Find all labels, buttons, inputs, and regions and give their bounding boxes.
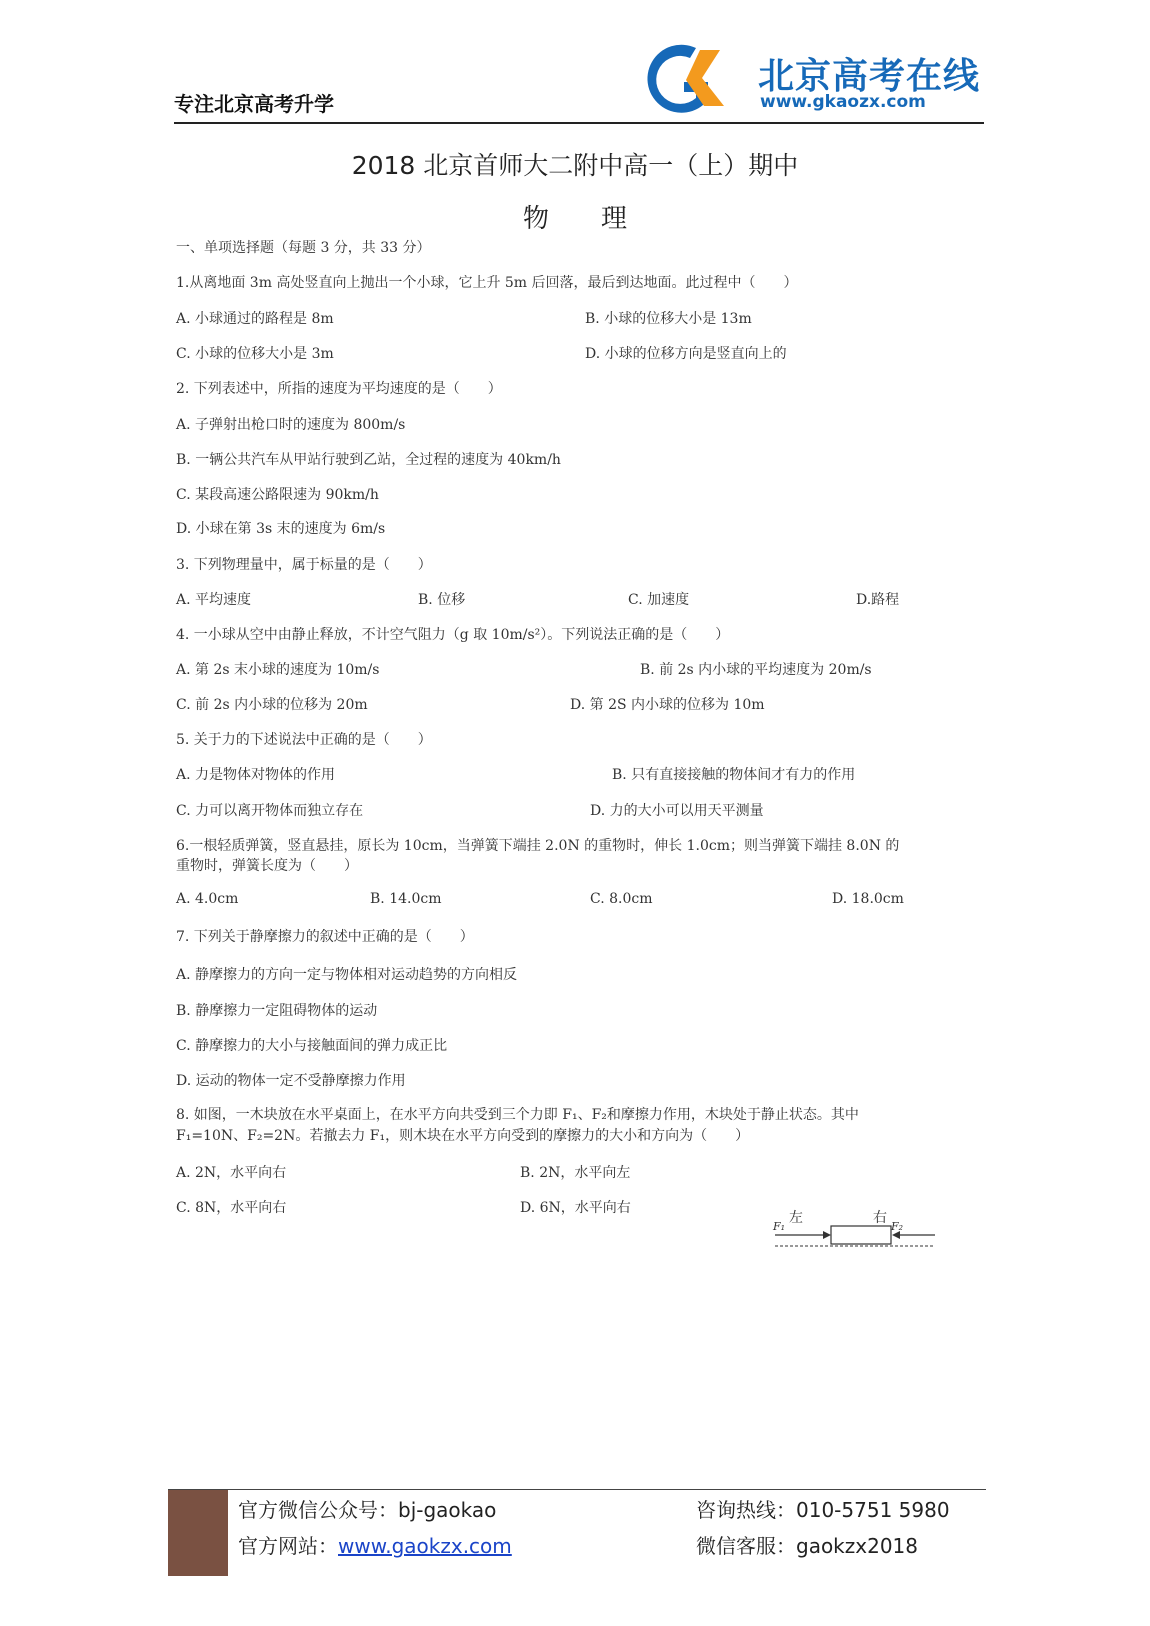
question-7-option-d: D. 运动的物体一定不受静摩擦力作用 <box>176 1073 406 1089</box>
question-2-option-c: C. 某段高速公路限速为 90km/h <box>176 487 379 503</box>
header-divider <box>174 122 984 124</box>
logo-url: www.gkaozx.com <box>760 92 926 112</box>
figure-f2-label: F₂ <box>891 1220 904 1233</box>
question-3-stem: 3. 下列物理量中，属于标量的是（ ） <box>176 557 432 573</box>
question-2-option-b: B. 一辆公共汽车从甲站行驶到乙站，全过程的速度为 40km/h <box>176 452 561 468</box>
question-8-option-a: A. 2N，水平向右 <box>176 1165 287 1181</box>
footer-hotline: 咨询热线：010-5751 5980 <box>696 1498 950 1522</box>
question-5-stem: 5. 关于力的下述说法中正确的是（ ） <box>176 732 432 748</box>
question-1-option-d: D. 小球的位移方向是竖直向上的 <box>585 346 787 362</box>
footer-divider <box>168 1489 986 1490</box>
question-4-option-a: A. 第 2s 末小球的速度为 10m/s <box>176 662 380 678</box>
exam-title: 2018 北京首师大二附中高一（上）期中 <box>351 151 799 180</box>
question-5-option-d: D. 力的大小可以用天平测量 <box>590 803 764 819</box>
question-5-option-a: A. 力是物体对物体的作用 <box>176 767 336 783</box>
question-1-option-b: B. 小球的位移大小是 13m <box>585 311 752 327</box>
question-1-stem: 1.从离地面 3m 高处竖直向上抛出一个小球，它上升 5m 后回落，最后到达地面。此过程中（ ） <box>176 275 798 291</box>
question-2-option-d: D. 小球在第 3s 末的速度为 6m/s <box>176 521 386 537</box>
question-2-option-a: A. 子弹射出枪口时的速度为 800m/s <box>176 417 406 433</box>
logo-title: 北京高考在线 <box>758 56 981 97</box>
question-7-option-c: C. 静摩擦力的大小与接触面间的弹力成正比 <box>176 1038 448 1054</box>
figure-f1-label: F₁ <box>773 1220 786 1233</box>
question-4-option-c: C. 前 2s 内小球的位移为 20m <box>176 697 368 713</box>
question-5-option-c: C. 力可以离开物体而独立存在 <box>176 803 364 819</box>
question-4-option-b: B. 前 2s 内小球的平均速度为 20m/s <box>640 662 872 678</box>
question-8-option-c: C. 8N，水平向右 <box>176 1200 287 1216</box>
question-3-option-a: A. 平均速度 <box>176 592 252 608</box>
question-8-stem-line-2: F₁=10N、F₂=2N。若撤去力 F₁，则木块在水平方向受到的摩擦力的大小和方向为（ ） <box>176 1128 750 1144</box>
question-1-option-a: A. 小球通过的路程是 8m <box>176 311 334 327</box>
footer-color-block <box>168 1490 228 1576</box>
question-6-stem-line-2: 重物时，弹簧长度为（ ） <box>176 858 358 874</box>
question-6-option-d: D. 18.0cm <box>832 891 904 907</box>
question-3-option-b: B. 位移 <box>418 592 466 608</box>
question-6-stem-line-1: 6.一根轻质弹簧，竖直悬挂，原长为 10cm，当弹簧下端挂 2.0N 的重物时，伸长 1.0cm；则当弹簧下端挂 8.0N 的 <box>176 838 900 854</box>
question-3-option-c: C. 加速度 <box>628 592 690 608</box>
question-7-option-b: B. 静摩擦力一定阻碍物体的运动 <box>176 1003 378 1019</box>
exam-subject: 物理 <box>522 204 679 234</box>
footer-wechat-official: 官方微信公众号：bj-gaokao <box>238 1498 497 1522</box>
question-7-stem: 7. 下列关于静摩擦力的叙述中正确的是（ ） <box>176 929 474 945</box>
footer-website <box>238 1530 512 1559</box>
footer-website-label: 官方网站： <box>238 1534 338 1558</box>
question-1-option-c: C. 小球的位移大小是 3m <box>176 346 334 362</box>
question-6-option-c: C. 8.0cm <box>590 891 653 907</box>
question-4-stem: 4. 一小球从空中由静止释放，不计空气阻力（g 取 10m/s²）。下列说法正确的是（ ） <box>176 627 730 643</box>
question-8-stem-line-1: 8. 如图，一木块放在水平桌面上，在水平方向共受到三个力即 F₁、F₂和摩擦力作用，木块处于静止状态。其中 <box>176 1107 859 1123</box>
figure-right-label: 右 <box>873 1210 887 1226</box>
question-4-option-d: D. 第 2S 内小球的位移为 10m <box>570 697 765 713</box>
footer-service: 微信客服：gaokzx2018 <box>696 1534 919 1558</box>
question-8-option-d: D. 6N，水平向右 <box>520 1200 631 1216</box>
question-2-stem: 2. 下列表述中，所指的速度为平均速度的是（ ） <box>176 381 502 397</box>
footer-website-link[interactable]: www.gaokzx.com <box>338 1534 512 1558</box>
block-force-diagram <box>775 1210 955 1270</box>
question-8-option-b: B. 2N，水平向左 <box>520 1165 631 1181</box>
section-heading: 一、单项选择题（每题 3 分，共 33 分） <box>176 240 431 256</box>
question-6-option-a: A. 4.0cm <box>176 891 239 907</box>
question-6-option-b: B. 14.0cm <box>370 891 442 907</box>
question-7-option-a: A. 静摩擦力的方向一定与物体相对运动趋势的方向相反 <box>176 967 518 983</box>
header-slogan: 专注北京高考升学 <box>174 92 334 116</box>
question-3-option-d: D.路程 <box>856 592 900 608</box>
figure-left-label: 左 <box>789 1210 803 1226</box>
question-5-option-b: B. 只有直接接触的物体间才有力的作用 <box>612 767 856 783</box>
